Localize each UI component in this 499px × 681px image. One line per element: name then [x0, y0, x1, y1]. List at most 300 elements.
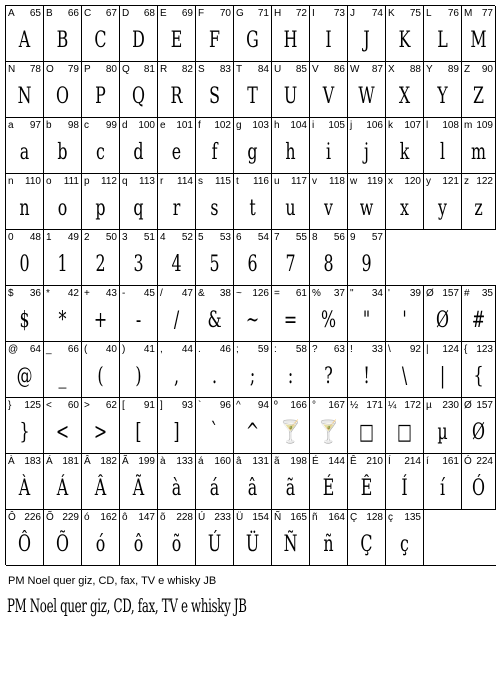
glyph-char-label: 0: [8, 232, 14, 243]
glyph-char-label: C: [84, 8, 92, 19]
glyph-sample: ": [362, 308, 371, 333]
glyph-cell: [82, 6, 120, 62]
glyph-sample: u: [285, 196, 296, 221]
glyph-code: 71: [257, 8, 269, 19]
glyph-sample: É: [322, 476, 335, 501]
glyph-sample: Ø: [471, 420, 485, 445]
glyph-sample: 0: [19, 252, 30, 277]
glyph-char-label: Ô: [8, 512, 16, 523]
glyph-cell: [234, 398, 272, 454]
glyph-code: 107: [404, 120, 421, 131]
glyph-sample: I: [325, 28, 332, 53]
glyph-code: 34: [371, 288, 383, 299]
glyph-sample: [: [135, 420, 142, 445]
glyph-cell: [120, 6, 158, 62]
glyph-code: 68: [143, 8, 155, 19]
glyph-sample: b: [57, 140, 68, 165]
glyph-sample: 4: [171, 252, 182, 277]
glyph-code: 161: [442, 456, 459, 467]
glyph-sample: @: [16, 364, 33, 389]
glyph-sample: ç: [400, 532, 409, 557]
glyph-code: 61: [295, 288, 307, 299]
glyph-code: 35: [481, 288, 493, 299]
glyph-code: 75: [409, 8, 421, 19]
glyph-char-label: /: [160, 288, 163, 299]
glyph-sample: e: [171, 140, 182, 165]
glyph-char-label: M: [464, 8, 473, 19]
glyph-sample: í: [439, 476, 446, 501]
glyph-code: 114: [177, 176, 193, 187]
glyph-row: [6, 118, 496, 174]
glyph-cell: [234, 454, 272, 510]
glyph-char-label: z: [464, 176, 469, 187]
glyph-code: 119: [367, 176, 383, 187]
glyph-code: 162: [100, 512, 117, 523]
glyph-code: 82: [181, 64, 193, 75]
glyph-char-label: 4: [160, 232, 166, 243]
glyph-sample: N: [17, 84, 32, 109]
glyph-sample: j: [364, 140, 369, 165]
empty-cell: [424, 510, 462, 566]
glyph-code: 63: [333, 344, 345, 355]
glyph-char-label: +: [84, 288, 90, 299]
glyph-char-label: :: [274, 344, 277, 355]
glyph-char-label: à: [160, 456, 166, 467]
glyph-code: 183: [24, 456, 41, 467]
glyph-char-label: s: [198, 176, 203, 187]
glyph-cell: [348, 510, 386, 566]
glyph-sample: q: [133, 196, 144, 221]
glyph-row: [6, 342, 496, 398]
glyph-char-label: S: [198, 64, 205, 75]
glyph-sample: Ç: [360, 532, 373, 557]
glyph-row: [6, 174, 496, 230]
glyph-cell: [120, 342, 158, 398]
glyph-sample: {: [473, 364, 484, 389]
glyph-sample: ?: [324, 364, 333, 389]
glyph-code: 97: [29, 120, 41, 131]
glyph-char-label: *: [46, 288, 50, 299]
glyph-code: 98: [67, 120, 79, 131]
glyph-cell: [386, 174, 424, 230]
glyph-cell: [348, 454, 386, 510]
glyph-sample: =: [283, 308, 298, 333]
glyph-char-label: Q: [122, 64, 130, 75]
glyph-cell: [44, 286, 82, 342]
glyph-cell: [272, 286, 310, 342]
glyph-sample: l: [439, 140, 446, 165]
glyph-code: 105: [328, 120, 345, 131]
glyph-cell: [272, 118, 310, 174]
glyph-sample: P: [95, 84, 106, 109]
glyph-sample: |: [439, 364, 446, 389]
glyph-char-label: @: [8, 344, 19, 355]
glyph-code: 96: [219, 400, 231, 411]
glyph-cell: [196, 342, 234, 398]
glyph-code: 157: [442, 288, 459, 299]
glyph-char-label: E: [160, 8, 167, 19]
glyph-code: 58: [295, 344, 307, 355]
glyph-code: 106: [366, 120, 383, 131]
glyph-char-label: r: [160, 176, 164, 187]
glyph-code: 157: [476, 400, 493, 411]
glyph-code: 44: [181, 344, 193, 355]
glyph-char-label: â: [236, 456, 242, 467]
glyph-char-label: U: [274, 64, 282, 75]
glyph-code: 65: [29, 8, 41, 19]
glyph-code: 116: [253, 176, 269, 187]
glyph-cell: [6, 230, 44, 286]
glyph-code: 144: [328, 456, 345, 467]
glyph-sample: A: [18, 28, 31, 53]
glyph-char-label: _: [46, 344, 52, 355]
glyph-code: 99: [105, 120, 117, 131]
glyph-cell: [120, 510, 158, 566]
glyph-char-label: õ: [160, 512, 166, 523]
glyph-char-label: Ñ: [274, 512, 282, 523]
glyph-char-label: À: [8, 456, 15, 467]
glyph-sample: á: [209, 476, 220, 501]
glyph-code: 233: [214, 512, 231, 523]
glyph-sample: Y: [437, 84, 448, 109]
glyph-code: 198: [290, 456, 307, 467]
glyph-code: 79: [67, 64, 79, 75]
glyph-sample: À: [18, 476, 31, 501]
glyph-cell: [272, 454, 310, 510]
glyph-code: 128: [366, 512, 383, 523]
glyph-cell: [234, 342, 272, 398]
glyph-sample: *: [58, 308, 67, 333]
glyph-cell: [462, 342, 496, 398]
glyph-sample: }: [19, 420, 30, 445]
glyph-row: [6, 286, 496, 342]
glyph-sample: R: [170, 84, 183, 109]
glyph-sample: <: [55, 420, 70, 445]
glyph-cell: [234, 230, 272, 286]
glyph-cell: [158, 286, 196, 342]
glyph-cell: [234, 286, 272, 342]
glyph-code: 124: [442, 344, 459, 355]
glyph-cell: [462, 6, 496, 62]
glyph-cell: [44, 510, 82, 566]
glyph-code: 133: [176, 456, 193, 467]
glyph-code: 85: [295, 64, 307, 75]
glyph-code: 112: [101, 176, 117, 187]
glyph-char-label: x: [388, 176, 393, 187]
glyph-sample: &: [207, 308, 222, 333]
glyph-char-label: ": [350, 288, 354, 299]
glyph-cell: [158, 510, 196, 566]
glyph-char-label: c: [84, 120, 89, 131]
glyph-sample: Ú: [207, 532, 222, 557]
glyph-sample: 7: [285, 252, 296, 277]
glyph-code: 104: [290, 120, 307, 131]
glyph-sample: h: [285, 140, 296, 165]
glyph-char-label: w: [350, 176, 358, 187]
glyph-char-label: °: [312, 400, 316, 411]
glyph-code: 64: [29, 344, 41, 355]
glyph-char-label: O: [46, 64, 54, 75]
glyph-cell: [462, 454, 496, 510]
glyph-code: 101: [176, 120, 193, 131]
glyph-cell: [310, 286, 348, 342]
glyph-cell: [348, 398, 386, 454]
glyph-cell: [310, 6, 348, 62]
glyph-cell: [158, 118, 196, 174]
glyph-sample: Á: [56, 476, 69, 501]
glyph-code: 36: [29, 288, 41, 299]
glyph-cell: [424, 62, 462, 118]
glyph-cell: [424, 6, 462, 62]
glyph-code: 86: [333, 64, 345, 75]
glyph-char-label: Ê: [350, 456, 357, 467]
glyph-sample: J: [363, 28, 370, 53]
glyph-cell: [272, 342, 310, 398]
glyph-cell: [6, 510, 44, 566]
glyph-cell: [310, 454, 348, 510]
glyph-char-label: Ø: [464, 400, 472, 411]
glyph-cell: [44, 174, 82, 230]
glyph-cell: [348, 6, 386, 62]
glyph-cell: [120, 230, 158, 286]
glyph-cell: [272, 398, 310, 454]
glyph-char-label: D: [122, 8, 130, 19]
glyph-code: 102: [214, 120, 231, 131]
glyph-code: 59: [257, 344, 269, 355]
glyph-code: 228: [176, 512, 193, 523]
glyph-char-label: V: [312, 64, 319, 75]
glyph-char-label: Ú: [198, 512, 206, 523]
glyph-char-label: &: [198, 288, 205, 299]
glyph-code: 62: [105, 400, 117, 411]
glyph-cell: [310, 230, 348, 286]
empty-cell: [386, 230, 424, 286]
glyph-char-label: ç: [388, 512, 393, 523]
glyph-code: 210: [366, 456, 383, 467]
glyph-char-label: Õ: [46, 512, 54, 523]
glyph-cell: [272, 62, 310, 118]
glyph-char-label: i: [312, 120, 315, 131]
glyph-code: 181: [62, 456, 79, 467]
glyph-sample: C: [94, 28, 107, 53]
glyph-code: 172: [404, 400, 421, 411]
glyph-char-label: ó: [84, 512, 90, 523]
glyph-cell: [310, 62, 348, 118]
glyph-cell: [120, 286, 158, 342]
glyph-cell: [6, 454, 44, 510]
glyph-sample: õ: [171, 532, 182, 557]
glyph-code: 117: [291, 176, 307, 187]
glyph-char-label: t: [236, 176, 239, 187]
glyph-cell: [310, 510, 348, 566]
glyph-cell: [462, 398, 496, 454]
glyph-sample: i: [325, 140, 332, 165]
glyph-char-label: 8: [312, 232, 318, 243]
glyph-code: 52: [181, 232, 193, 243]
empty-cell: [462, 230, 496, 286]
glyph-sample: s: [210, 196, 219, 221]
glyph-cell: [272, 174, 310, 230]
glyph-code: 46: [219, 344, 231, 355]
glyph-sample: #: [471, 308, 486, 333]
glyph-char-label: <: [46, 400, 52, 411]
glyph-char-label: 6: [236, 232, 242, 243]
glyph-sample: Ô: [17, 532, 31, 557]
glyph-cell: [310, 118, 348, 174]
glyph-sample: ó: [95, 532, 106, 557]
glyph-code: 108: [442, 120, 459, 131]
glyph-char-label: T: [236, 64, 243, 75]
glyph-sample: S: [209, 84, 220, 109]
glyph-char-label: k: [388, 120, 393, 131]
glyph-char-label: 1: [46, 232, 52, 243]
glyph-cell: [272, 510, 310, 566]
glyph-cell: [462, 118, 496, 174]
glyph-cell: [158, 230, 196, 286]
glyph-char-label: ^: [236, 400, 241, 411]
glyph-sample: g: [247, 140, 258, 165]
glyph-cell: [44, 6, 82, 62]
glyph-cell: [234, 118, 272, 174]
glyph-cell: [196, 6, 234, 62]
glyph-cell: [462, 174, 496, 230]
glyph-sample: D: [132, 28, 145, 53]
glyph-sample: K: [398, 28, 411, 53]
glyph-cell: [82, 398, 120, 454]
glyph-char-label: =: [274, 288, 280, 299]
glyph-cell: [6, 62, 44, 118]
glyph-sample: (: [97, 364, 104, 389]
glyph-char-label: ,: [160, 344, 163, 355]
glyph-code: 164: [328, 512, 345, 523]
glyph-char-label: L: [426, 8, 432, 19]
glyph-cell: [82, 342, 120, 398]
glyph-cell: [82, 174, 120, 230]
glyph-sample: Q: [131, 84, 145, 109]
glyph-sample: Ñ: [283, 532, 298, 557]
glyph-code: 45: [143, 288, 155, 299]
glyph-sample: â: [247, 476, 258, 501]
glyph-sample: F: [208, 28, 220, 53]
glyph-code: 88: [409, 64, 421, 75]
glyph-char-label: [: [122, 400, 125, 411]
glyph-sample: ,: [173, 364, 180, 389]
glyph-sample: G: [246, 28, 259, 53]
glyph-code: 57: [371, 232, 383, 243]
glyph-code: 60: [67, 400, 79, 411]
glyph-char-label: B: [46, 8, 53, 19]
glyph-cell: [424, 342, 462, 398]
glyph-cell: [158, 398, 196, 454]
glyph-char-label: >: [84, 400, 90, 411]
glyph-cell: [386, 454, 424, 510]
glyph-row: [6, 230, 496, 286]
glyph-sample: B: [56, 28, 69, 53]
glyph-char-label: 2: [84, 232, 90, 243]
glyph-char-label: Ø: [426, 288, 434, 299]
glyph-cell: [386, 62, 424, 118]
glyph-char-label: Á: [46, 456, 53, 467]
glyph-sample: X: [398, 84, 411, 109]
glyph-grid: [5, 5, 495, 565]
glyph-char-label: Â: [84, 456, 91, 467]
glyph-cell: [462, 62, 496, 118]
glyph-row: [6, 6, 496, 62]
glyph-char-label: Ã: [122, 456, 129, 467]
glyph-sample: Ê: [360, 476, 373, 501]
glyph-code: 100: [138, 120, 155, 131]
glyph-sample: 3: [133, 252, 144, 277]
glyph-char-label: h: [274, 120, 280, 131]
glyph-cell: [348, 174, 386, 230]
glyph-cell: [158, 454, 196, 510]
glyph-char-label: A: [8, 8, 15, 19]
glyph-code: 120: [404, 176, 421, 187]
glyph-sample: ñ: [323, 532, 334, 557]
glyph-cell: [348, 342, 386, 398]
glyph-sample: 1: [57, 252, 68, 277]
glyph-char-label: g: [236, 120, 242, 131]
glyph-cell: [424, 398, 462, 454]
glyph-char-label: m: [464, 120, 473, 131]
glyph-cell: [196, 510, 234, 566]
glyph-char-label: e: [160, 120, 166, 131]
empty-cell: [462, 510, 496, 566]
empty-cell: [424, 230, 462, 286]
glyph-sample: o: [57, 196, 68, 221]
glyph-code: 67: [105, 8, 117, 19]
glyph-char-label: n: [8, 176, 14, 187]
glyph-char-label: º: [274, 400, 278, 411]
glyph-code: 167: [328, 400, 345, 411]
glyph-sample: +: [93, 308, 108, 333]
glyph-sample: \: [401, 364, 408, 389]
glyph-char-label: a: [8, 120, 14, 131]
glyph-row: [6, 398, 496, 454]
glyph-cell: [196, 62, 234, 118]
glyph-code: 125: [24, 400, 41, 411]
glyph-cell: [462, 286, 496, 342]
glyph-cell: [44, 342, 82, 398]
glyph-char-label: É: [312, 456, 319, 467]
glyph-code: 135: [404, 512, 421, 523]
glyph-cell: [158, 6, 196, 62]
glyph-char-label: ?: [312, 344, 318, 355]
glyph-cell: [272, 230, 310, 286]
glyph-char-label: G: [236, 8, 244, 19]
glyph-code: 37: [333, 288, 345, 299]
glyph-char-label: {: [464, 344, 468, 355]
glyph-sample: Ó: [471, 476, 485, 501]
glyph-cell: [348, 118, 386, 174]
glyph-code: 115: [215, 176, 231, 187]
glyph-cell: [82, 62, 120, 118]
glyph-sample: 🍸: [318, 420, 339, 445]
glyph-cell: [234, 6, 272, 62]
glyph-sample: f: [211, 140, 218, 165]
glyph-cell: [196, 454, 234, 510]
glyph-char-label: o: [46, 176, 52, 187]
glyph-code: 33: [371, 344, 383, 355]
glyph-sample: Ü: [245, 532, 260, 557]
sample-text-font: PM Noel quer giz, CD, fax, TV e whisky JB: [7, 595, 247, 617]
glyph-code: 111: [63, 176, 79, 187]
glyph-sample: µ: [437, 420, 448, 445]
glyph-code: 49: [67, 232, 79, 243]
glyph-sample: Í: [401, 476, 408, 501]
glyph-sample: U: [283, 84, 298, 109]
glyph-code: 131: [252, 456, 269, 467]
